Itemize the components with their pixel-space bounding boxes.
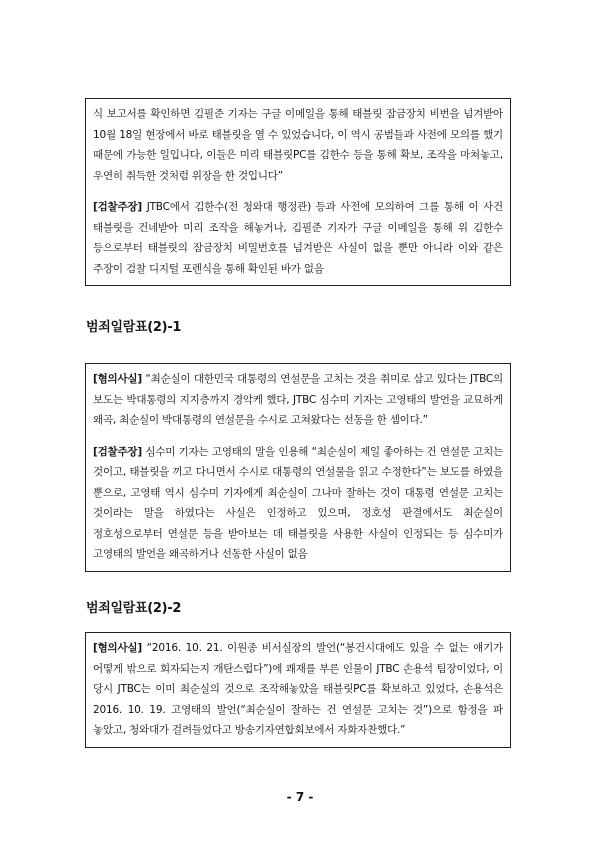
allegation-paragraph	[93, 369, 503, 431]
crime-list-2-1-box	[85, 363, 511, 572]
prosecution-claim-tag: [검찰주장]	[93, 201, 142, 213]
prosecution-claim-paragraph	[93, 197, 503, 279]
continued-allegation-text: 식 보고서를 확인하면 김필준 기자는 구글 이메일을 통해 태블릿 잠금장치 비번을 넘겨받아 10월 18일 현장에서 바로 태블릿을 열 수 있었습니다, 이 역시 공범들과 사전에 모의를 했기 때문에 가능한 일입니다, 이들은 미리 태블릿PC를 김한수 등을 통해 확보, 조작을 마쳐놓고, 우연히 취득한 것처럼 위장을 한 것입니다”	[93, 108, 503, 182]
allegation-tag: [혐의사실]	[93, 373, 142, 385]
prosecution-claim-tag: [검찰주장]	[93, 445, 142, 458]
prosecution-claim-text: JTBC에서 김한수(전 청와대 행정관) 등과 사전에 모의하여 그를 통해 이 사건 태블릿을 건네받아 미리 조작을 해놓거나, 김필준 기자가 구글 이메일을 통해 위 김한수 등으로부터 태블릿의 잠금장치 비밀번호를 넘겨받은 사실이 없을 뿐만 아니라 이와 같은 주장이 검찰 디지털 포렌식을 통해 확인된 바가 없음	[93, 201, 503, 275]
page-number: - 7 -	[286, 790, 314, 804]
prosecution-claim-paragraph	[93, 442, 503, 565]
section-title-2-2: 범죄일람표(2)-2	[86, 601, 182, 616]
prosecution-claim-text: 심수미 기자는 고영태의 말을 인용해 “최순실이 제일 좋아하는 건 연설문 고치는 것이고, 태블릿을 끼고 다니면서 수시로 대통령의 연설물을 읽고 수정한다”는 보도를 하였을 뿐으로, 고영태 역시 심수미 기자에게 최순실이 그나마 잘하는 것이 대통령 연설문 고치는 것이라는 말을 하였다는 사실은 인정하고 있으며, 정호성 판결에서도 최순실이 정호성으로부터 연설문 등을 받아보는 데 태블릿을 사용한 사실이 인정되는 등 심수미가 고영태의 발언을 왜곡하거나 선동한 사실이 없음	[93, 445, 503, 560]
allegation-text: “최순실이 대한민국 대통령의 연설문을 고치는 것을 취미로 삼고 있다는 JTBC의 보도는 박대통령의 지지층까지 경악케 했다, JTBC 심수미 기자는 고영태의 발언을 교묘하게 왜곡, 최순실이 박대통령의 연설문을 수시로 고쳐왔다는 선동을 한 셈이다.”	[93, 373, 503, 426]
section-title-2-1: 범죄일람표(2)-1	[86, 320, 182, 335]
crime-list-2-2-box	[85, 632, 511, 748]
allegation-tag: [혐의사실]	[93, 642, 142, 654]
continued-record-box	[85, 98, 511, 286]
allegation-text: “2016. 10. 21. 이원종 비서실장의 발언(“봉건시대에도 있을 수 없는 얘기가 어떻게 밖으로 회자되는지 개탄스럽다”)에 쾌재를 부른 인물이 JTBC 손용석 팀장이었다, 이 당시 JTBC는 이미 최순실의 것으로 조작해놓았을 태블릿PC를 확보하고 있었다, 손용석은 2016. 10. 19. 고영태의 발언(“최순실이 잘하는 건 연설문 고치는 것”)으로 함정을 파 놓았고, 청와대가 걸려들었다고 방송기자연합회보에서 자화자찬했다.”	[93, 642, 503, 736]
allegation-paragraph	[93, 638, 503, 741]
